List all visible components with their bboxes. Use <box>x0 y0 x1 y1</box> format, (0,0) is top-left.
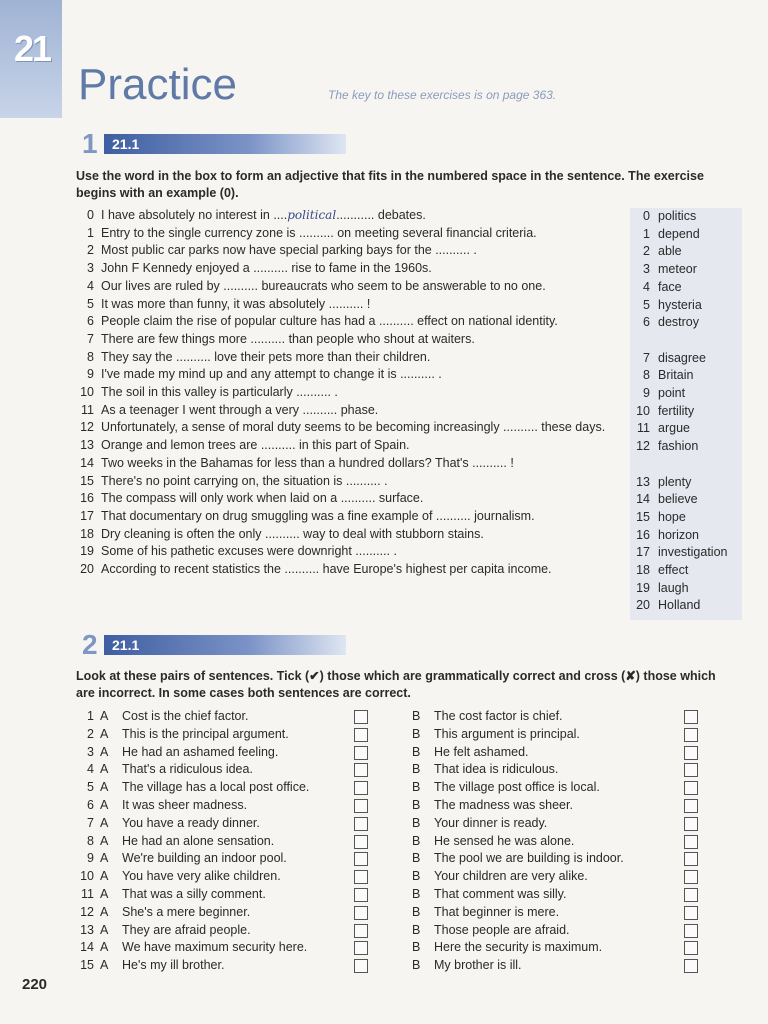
word-text: face <box>658 279 682 294</box>
label-a: A <box>100 833 109 848</box>
exercise-1-instruction: Use the word in the box to form an adjective that fits in the numbered space in the sentence. The exercise begins with an example (0). <box>76 169 704 200</box>
label-a: A <box>100 815 109 830</box>
checkbox-b[interactable] <box>684 835 698 849</box>
sentence-text: Our lives are ruled by .......... bureaucrats who seem to be answerable to no one. <box>101 278 546 293</box>
word-number: 18 <box>636 563 650 577</box>
checkbox-a[interactable] <box>354 763 368 777</box>
word-text: argue <box>658 421 690 436</box>
word-text: believe <box>658 492 698 507</box>
sentence-text: John F Kennedy enjoyed a .......... rise to fame in the 1960s. <box>101 261 432 276</box>
sentence-text: Unfortunately, a sense of moral duty seems to be becoming increasingly .......... these days. <box>101 420 606 435</box>
checkbox-a[interactable] <box>354 835 368 849</box>
pair-row <box>76 761 736 779</box>
checkbox-a[interactable] <box>354 924 368 938</box>
word-text: destroy <box>658 315 699 330</box>
checkbox-a[interactable] <box>354 941 368 955</box>
label-b: B <box>412 762 421 777</box>
label-a: A <box>100 726 109 741</box>
word-text: politics <box>658 209 697 223</box>
sentence-a: We're building an indoor pool. <box>122 851 287 866</box>
pair-number: 5 <box>87 780 94 795</box>
word-text: fertility <box>658 403 695 418</box>
checkbox-b[interactable] <box>684 728 698 742</box>
word-number: 0 <box>643 209 650 223</box>
sentence-text: That documentary on drug smuggling was a fine example of .......... journalism. <box>101 508 535 523</box>
sentence-a: The village has a local post office. <box>122 780 310 795</box>
checkbox-a[interactable] <box>354 870 368 884</box>
exercise-1-number: 1 <box>82 128 98 159</box>
checkbox-a[interactable] <box>354 710 368 724</box>
word-number: 9 <box>643 386 650 400</box>
sentence-text: I've made my mind up and any attempt to change it is .......... . <box>101 367 442 382</box>
sentence-text: Two weeks in the Bahamas for less than a hundred dollars? That's .......... ! <box>101 455 514 470</box>
sentence-a: He's my ill brother. <box>122 958 225 973</box>
pair-row <box>76 726 736 744</box>
checkbox-a[interactable] <box>354 817 368 831</box>
word-text: plenty <box>658 474 692 489</box>
exercise-2-pairs <box>76 708 736 975</box>
sentence-text: Most public car parks now have special parking bays for the .......... . <box>101 243 477 258</box>
checkbox-a[interactable] <box>354 781 368 795</box>
word-text: hope <box>658 509 686 524</box>
pair-number: 11 <box>81 886 94 901</box>
pair-row <box>76 708 736 726</box>
sentence-a: We have maximum security here. <box>122 940 308 955</box>
sentence-text: The compass will only work when laid on a .......... surface. <box>101 491 424 506</box>
unit-tab <box>0 0 62 118</box>
checkbox-a[interactable] <box>354 728 368 742</box>
sentence-text: Some of his pathetic excuses were downright .......... . <box>101 544 397 559</box>
word-text: fashion <box>658 439 699 454</box>
sentence-b: My brother is ill. <box>434 958 522 973</box>
label-b: B <box>412 851 421 866</box>
sentence-text: Orange and lemon trees are .......... in this part of Spain. <box>101 438 410 453</box>
pair-row <box>76 904 736 922</box>
checkbox-b[interactable] <box>684 710 698 724</box>
sentence-b: He felt ashamed. <box>434 744 529 759</box>
exercise-2-number: 2 <box>82 629 98 660</box>
sentence-a: He had an alone sensation. <box>122 833 275 848</box>
sentence-b: The madness was sheer. <box>434 797 573 812</box>
pair-number: 2 <box>87 726 94 741</box>
word-number: 14 <box>636 492 650 507</box>
pair-row <box>76 868 736 886</box>
word-text: Holland <box>658 598 701 613</box>
sentence-number: 17 <box>80 508 94 523</box>
pair-row <box>76 922 736 940</box>
exercise-2-ref: 21.1 <box>112 637 140 653</box>
exercise-2-instruction: Look at these pairs of sentences. Tick (✔) those which are grammatically correct and cross (✘) those which are incorrect. In some cases both sentences are correct. <box>76 669 716 700</box>
sentence-a: That's a ridiculous idea. <box>122 762 253 777</box>
sentence-row <box>76 455 736 473</box>
label-a: A <box>100 904 109 919</box>
sentence-text: The soil in this valley is particularly .......... . <box>101 385 338 400</box>
label-b: B <box>412 744 421 759</box>
pair-row <box>76 939 736 957</box>
pair-number: 6 <box>87 797 94 812</box>
pair-row <box>76 957 736 975</box>
sentence-number: 6 <box>87 314 94 329</box>
label-a: A <box>100 940 109 955</box>
sentence-a: You have very alike children. <box>122 869 281 884</box>
label-b: B <box>412 940 421 955</box>
label-b: B <box>412 815 421 830</box>
sentence-a: This is the principal argument. <box>122 726 289 741</box>
word-number: 2 <box>643 244 650 259</box>
sentence-number: 7 <box>87 331 94 346</box>
word-text: disagree <box>658 350 706 365</box>
sentence-number: 20 <box>80 562 94 577</box>
word-text: hysteria <box>658 297 702 312</box>
sentence-b: The cost factor is chief. <box>434 709 563 723</box>
word-number: 17 <box>636 545 650 560</box>
checkbox-b[interactable] <box>684 781 698 795</box>
sentence-text: It was more than funny, it was absolutely .......... ! <box>101 296 371 311</box>
label-a: A <box>100 869 109 884</box>
label-a: A <box>100 744 109 759</box>
word-text: meteor <box>658 262 697 277</box>
checkbox-a[interactable] <box>354 888 368 902</box>
pair-number: 13 <box>80 922 94 937</box>
sentence-text <box>101 207 631 225</box>
sentence-number: 15 <box>80 473 94 488</box>
sentence-a: It was sheer madness. <box>122 797 248 812</box>
checkbox-b[interactable] <box>684 799 698 813</box>
sentence-b: That comment was silly. <box>434 886 567 901</box>
checkbox-b[interactable] <box>684 959 698 973</box>
sentence-number: 11 <box>81 402 94 417</box>
sentence-number: 19 <box>80 544 94 559</box>
word-text: point <box>658 386 686 400</box>
label-b: B <box>412 886 421 901</box>
word-text: depend <box>658 226 700 241</box>
sentence-b: The pool we are building is indoor. <box>434 851 624 866</box>
label-a: A <box>100 922 109 937</box>
pair-row <box>76 797 736 815</box>
sentence-text: People claim the rise of popular culture has had a .......... effect on national identity. <box>101 314 558 329</box>
sentence-number: 5 <box>87 296 94 311</box>
word-text: laugh <box>658 580 689 595</box>
pair-number: 12 <box>80 904 94 919</box>
checkbox-b[interactable] <box>684 924 698 938</box>
label-b: B <box>412 726 421 741</box>
word-number: 16 <box>636 527 650 542</box>
pair-number: 7 <box>87 815 94 830</box>
word-number: 10 <box>636 403 650 418</box>
sentence-text-before: I have absolutely no interest in .... <box>101 208 288 222</box>
checkbox-a[interactable] <box>354 746 368 760</box>
exercise-1-ref-bar <box>104 134 346 154</box>
sentence-b: Your dinner is ready. <box>434 815 548 830</box>
sentence-a: He had an ashamed feeling. <box>122 744 279 759</box>
word-text: effect <box>658 563 689 577</box>
checkbox-b[interactable] <box>684 941 698 955</box>
key-note: The key to these exercises is on page 363. <box>328 88 557 102</box>
checkbox-b[interactable] <box>684 817 698 831</box>
sentence-number: 12 <box>80 420 94 435</box>
sentence-b: That idea is ridiculous. <box>434 762 559 777</box>
pair-number: 10 <box>80 869 94 884</box>
label-b: B <box>412 869 421 884</box>
sentence-number: 16 <box>80 491 94 506</box>
pair-number: 1 <box>87 709 94 723</box>
sentence-text-after: ........... debates. <box>336 208 426 222</box>
sentence-b: Here the security is maximum. <box>434 940 603 955</box>
pair-number: 14 <box>80 940 94 955</box>
checkbox-b[interactable] <box>684 888 698 902</box>
label-b: B <box>412 922 421 937</box>
pair-number: 9 <box>87 851 94 866</box>
sentence-text: They say the .......... love their pets more than their children. <box>101 349 431 364</box>
sentence-b: The village post office is local. <box>434 780 600 795</box>
sentence-b: He sensed he was alone. <box>434 833 575 848</box>
word-text: investigation <box>658 545 728 560</box>
page-number: 220 <box>22 976 48 993</box>
sentence-number: 1 <box>87 225 94 240</box>
pair-row <box>76 744 736 762</box>
page-title: Practice <box>78 60 237 109</box>
exercise-2-ref-bar <box>104 635 346 655</box>
sentence-text: As a teenager I went through a very .......... phase. <box>101 402 379 417</box>
sentence-number: 9 <box>87 367 94 382</box>
word-number: 8 <box>643 368 650 383</box>
pair-row <box>76 886 736 904</box>
label-a: A <box>100 762 109 777</box>
pair-row <box>76 850 736 868</box>
sentence-a: Cost is the chief factor. <box>122 709 249 723</box>
sentence-b: That beginner is mere. <box>434 904 560 919</box>
label-a: A <box>100 797 109 812</box>
unit-number: 21 <box>14 28 51 69</box>
sentence-text: There's no point carrying on, the situation is .......... . <box>101 473 388 488</box>
word-text: horizon <box>658 527 699 542</box>
word-text: Britain <box>658 368 694 383</box>
pair-row <box>76 833 736 851</box>
word-number: 1 <box>643 226 650 241</box>
checkbox-a[interactable] <box>354 959 368 973</box>
word-number: 11 <box>637 421 650 436</box>
checkbox-b[interactable] <box>684 870 698 884</box>
word-number: 5 <box>643 297 650 312</box>
word-number: 15 <box>636 509 650 524</box>
checkbox-b[interactable] <box>684 746 698 760</box>
label-b: B <box>412 833 421 848</box>
checkbox-a[interactable] <box>354 852 368 866</box>
label-b: B <box>412 709 421 723</box>
sentence-row <box>76 331 736 349</box>
label-b: B <box>412 780 421 795</box>
sentence-text: There are few things more .......... than people who shout at waiters. <box>101 331 475 346</box>
pair-number: 8 <box>87 833 94 848</box>
sentence-a: They are afraid people. <box>122 922 251 937</box>
checkbox-b[interactable] <box>684 852 698 866</box>
sentence-a: She's a mere beginner. <box>122 904 251 919</box>
label-a: A <box>100 851 109 866</box>
word-number: 13 <box>636 474 650 489</box>
label-a: A <box>100 780 109 795</box>
label-a: A <box>100 958 109 973</box>
sentence-number: 10 <box>80 385 94 400</box>
sentence-text: Dry cleaning is often the only .......... way to deal with stubborn stains. <box>101 526 484 541</box>
sentence-b: This argument is principal. <box>434 726 580 741</box>
label-b: B <box>412 904 421 919</box>
sentence-number: 4 <box>87 278 94 293</box>
label-a: A <box>100 709 109 723</box>
word-number: 19 <box>636 580 650 595</box>
checkbox-b[interactable] <box>684 906 698 920</box>
label-a: A <box>100 886 109 901</box>
pair-row <box>76 779 736 797</box>
sentence-number: 14 <box>80 455 94 470</box>
sentence-number: 13 <box>80 438 94 453</box>
pair-number: 3 <box>87 744 94 759</box>
word-number: 20 <box>636 598 650 613</box>
checkbox-a[interactable] <box>354 906 368 920</box>
word-text: able <box>658 244 682 259</box>
sentence-number: 0 <box>87 208 94 222</box>
sentence-b: Those people are afraid. <box>434 922 570 937</box>
label-b: B <box>412 797 421 812</box>
pair-number: 4 <box>87 762 94 777</box>
word-number: 7 <box>643 350 650 365</box>
sentence-b: Your children are very alike. <box>434 869 588 884</box>
checkbox-b[interactable] <box>684 763 698 777</box>
sentence-number: 2 <box>87 243 94 258</box>
checkbox-a[interactable] <box>354 799 368 813</box>
pair-row <box>76 815 736 833</box>
sentence-text: Entry to the single currency zone is .......... on meeting several financial criteria. <box>101 225 537 240</box>
label-b: B <box>412 958 421 973</box>
sentence-a: That was a silly comment. <box>122 886 266 901</box>
sentence-number: 3 <box>87 261 94 276</box>
sentence-number: 18 <box>80 526 94 541</box>
example-answer: political <box>287 208 337 222</box>
exercise-1-ref: 21.1 <box>112 136 140 152</box>
word-number: 6 <box>643 315 650 330</box>
word-number: 12 <box>636 439 650 454</box>
word-number: 4 <box>643 279 650 294</box>
sentence-a: You have a ready dinner. <box>122 815 260 830</box>
pair-number: 15 <box>80 958 94 973</box>
sentence-number: 8 <box>87 349 94 364</box>
word-number: 3 <box>643 262 650 277</box>
sentence-text: According to recent statistics the .......... have Europe's highest per capita income. <box>101 562 552 577</box>
